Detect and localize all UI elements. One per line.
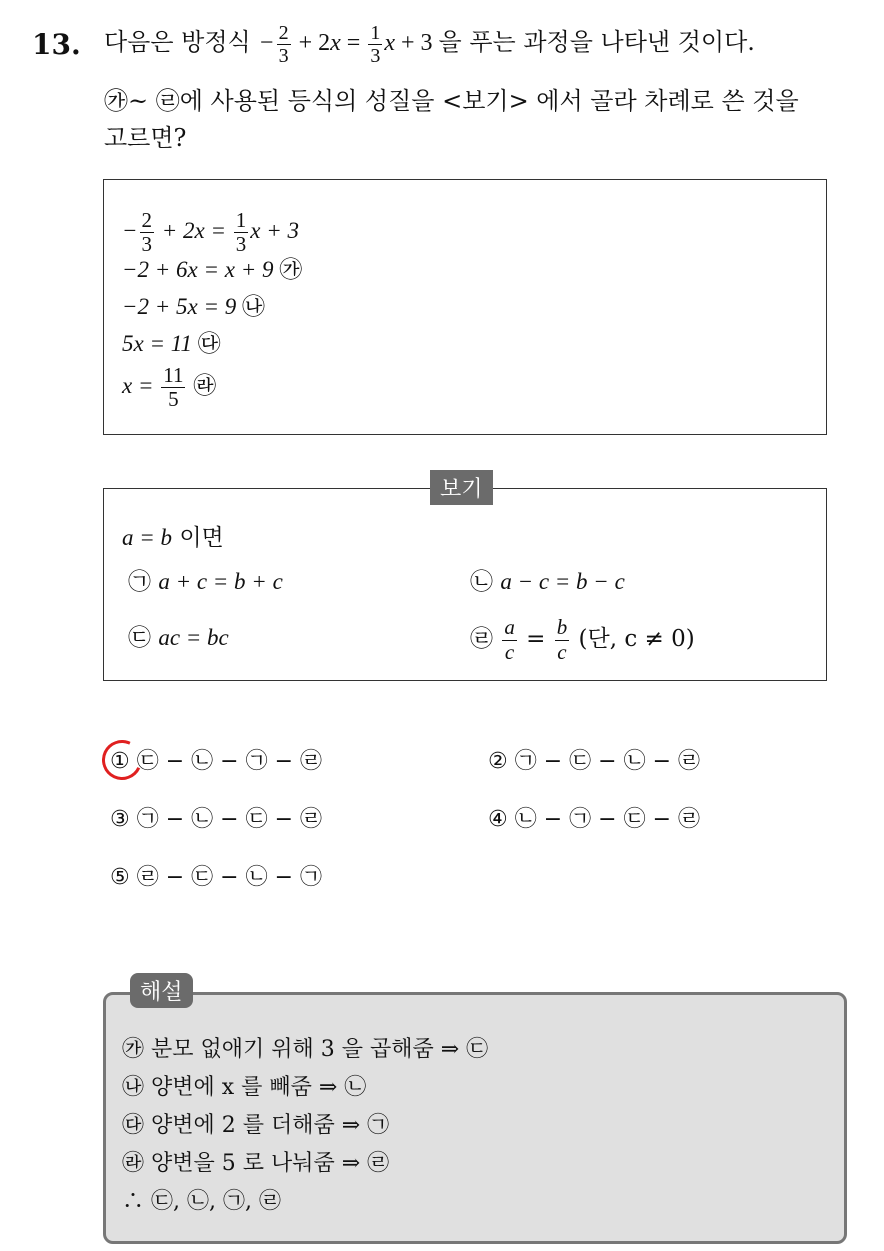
bogi-tag: 보기 (430, 470, 493, 505)
bogi-condition: a = b 이면 (122, 525, 224, 551)
bogi-item-1: ㉠ a + c = b + c (128, 569, 283, 595)
option-3[interactable]: ③ ㉠ − ㉡ − ㉢ − ㉣ (110, 807, 322, 832)
equation-inline: − $\frac{2}{3}$ + 2x = $\frac{1}{3}$ x + 3 (258, 22, 433, 67)
process-step-2: −2 + 6x = x + 9 ㉮ (122, 257, 303, 282)
option-4[interactable]: ④ ㉡ − ㉠ − ㉢ − ㉣ (488, 807, 700, 832)
process-step-1: − $\frac{2}{3}$ + 2x = $\frac{1}{3}$ x + 3 (122, 208, 300, 257)
bogi-item-4: ㉣ $\frac{a}{c}$ = $\frac{b}{c}$ (단, c ≠ 0) (470, 615, 695, 664)
process-step-4: 5x = 11 ㉰ (122, 331, 221, 356)
solution-line-1: ㉮ 분모 없애기 위해 3 을 곱해줌 ⇒ ㉢ (122, 1037, 489, 1062)
option-1[interactable]: ① ㉢ − ㉡ − ㉠ − ㉣ (110, 749, 322, 774)
solution-tag: 해설 (130, 973, 193, 1008)
question-line-2: ㉮~ ㉣에 사용된 등식의 성질을 <보기> 에서 골라 차례로 쓴 것을 (104, 87, 799, 115)
solution-line-5: ∴ ㉢, ㉡, ㉠, ㉣ (122, 1189, 281, 1214)
question-line-3: 고르면? (104, 124, 187, 152)
bogi-item-3: ㉢ ac = bc (128, 625, 229, 651)
question-line-1: 다음은 방정식 − $\frac{2}{3}$ + 2x = $\frac{1}{3}$ x + 3 을 푸는 과정을 나타낸 것이다. (104, 22, 755, 67)
option-5[interactable]: ⑤ ㉣ − ㉢ − ㉡ − ㉠ (110, 865, 322, 890)
solution-line-2: ㉯ 양변에 x 를 빼줌 ⇒ ㉡ (122, 1075, 367, 1100)
question-number: 13. (32, 28, 81, 61)
solution-line-3: ㉰ 양변에 2 를 더해줌 ⇒ ㉠ (122, 1113, 390, 1138)
bogi-item-2: ㉡ a − c = b − c (470, 569, 625, 595)
process-step-3: −2 + 5x = 9 ㉯ (122, 294, 266, 319)
option-2[interactable]: ② ㉠ − ㉢ − ㉡ − ㉣ (488, 749, 700, 774)
solution-line-4: ㉱ 양변을 5 로 나눠줌 ⇒ ㉣ (122, 1151, 390, 1176)
process-step-5: x = $\frac{11}{5}$ ㉱ (122, 363, 217, 412)
